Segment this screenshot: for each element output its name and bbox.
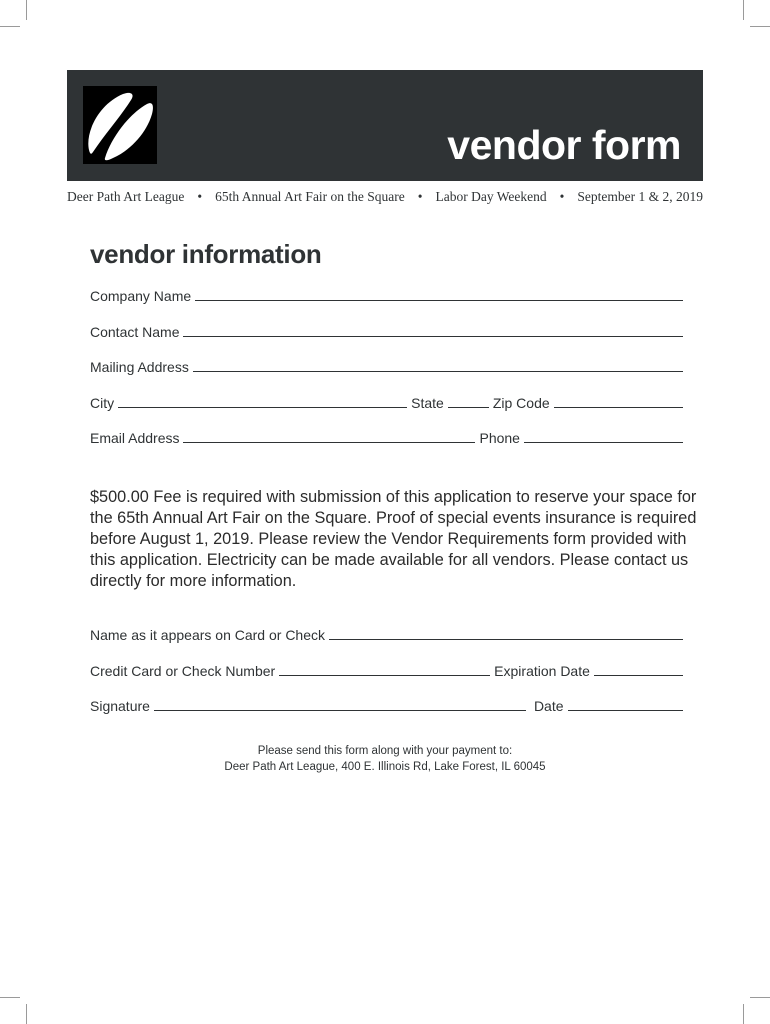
event-subline bbox=[67, 189, 703, 205]
city-field[interactable] bbox=[118, 407, 407, 408]
mailing-address-row bbox=[90, 355, 683, 375]
card-number-field[interactable] bbox=[279, 675, 490, 676]
phone-field[interactable] bbox=[524, 442, 683, 443]
subline-event: 65th Annual Art Fair on the Square bbox=[215, 189, 405, 204]
mailing-address: Deer Path Art League, 400 E. Illinois Rd, Lake Forest, IL 60045 bbox=[224, 761, 546, 773]
crop-mark bbox=[750, 26, 770, 27]
city-label: City bbox=[90, 395, 115, 411]
date-label: Date bbox=[533, 698, 564, 714]
header-banner bbox=[67, 70, 703, 181]
state-label: State bbox=[411, 395, 444, 411]
crop-mark bbox=[26, 1004, 27, 1024]
crop-mark bbox=[26, 0, 27, 20]
city-state-zip-row bbox=[90, 391, 683, 411]
name-on-card-field[interactable] bbox=[329, 639, 683, 640]
zip-code-field[interactable] bbox=[554, 407, 683, 408]
subline-org: Deer Path Art League bbox=[67, 189, 185, 204]
name-on-card-row bbox=[90, 623, 683, 643]
subline-weekend: Labor Day Weekend bbox=[435, 189, 547, 204]
crop-mark bbox=[0, 997, 20, 998]
subline-separator: • bbox=[197, 189, 203, 204]
mailing-address-field[interactable] bbox=[193, 371, 683, 372]
company-name-row bbox=[90, 284, 683, 304]
signature-row bbox=[90, 694, 683, 714]
subline-separator: • bbox=[559, 189, 565, 204]
crop-mark bbox=[0, 26, 20, 27]
fee-paragraph: $500.00 Fee is required with submission of this application to reserve your space for the 65th Annual Art Fair on the Square. Proof of special events insurance is required before August 1, 2019. Please review the Vendor Requirements form provided with this application. Electricity can be made available for all vendors. Please contact us directly for more information. bbox=[90, 488, 697, 590]
signature-field[interactable] bbox=[154, 710, 526, 711]
contact-name-label: Contact Name bbox=[90, 324, 180, 340]
email-label: Email Address bbox=[90, 430, 180, 446]
phone-label: Phone bbox=[479, 430, 520, 446]
contact-name-row bbox=[90, 320, 683, 340]
crop-mark bbox=[750, 997, 770, 998]
mailing-instruction: Please send this form along with your payment to: bbox=[257, 745, 513, 757]
state-field[interactable] bbox=[448, 407, 489, 408]
date-field[interactable] bbox=[568, 710, 683, 711]
contact-name-field[interactable] bbox=[183, 336, 683, 337]
section-title: vendor information bbox=[90, 239, 322, 269]
subline-separator: • bbox=[417, 189, 423, 204]
card-number-label: Credit Card or Check Number bbox=[90, 663, 276, 679]
expiration-field[interactable] bbox=[594, 675, 683, 676]
crop-mark bbox=[743, 1004, 744, 1024]
name-on-card-label: Name as it appears on Card or Check bbox=[90, 627, 325, 643]
zip-code-label: Zip Code bbox=[492, 395, 550, 411]
company-name-field[interactable] bbox=[195, 300, 683, 301]
company-name-label: Company Name bbox=[90, 288, 192, 304]
email-phone-row bbox=[90, 426, 683, 446]
email-field[interactable] bbox=[183, 442, 475, 443]
page-title: vendor form bbox=[447, 122, 681, 168]
crop-mark bbox=[743, 0, 744, 20]
expiration-label: Expiration Date bbox=[494, 663, 590, 679]
card-number-row bbox=[90, 659, 683, 679]
leaf-seed-logo-icon bbox=[83, 86, 157, 164]
mailing-address-label: Mailing Address bbox=[90, 359, 189, 375]
signature-label: Signature bbox=[90, 698, 150, 714]
subline-dates: September 1 & 2, 2019 bbox=[577, 189, 703, 204]
